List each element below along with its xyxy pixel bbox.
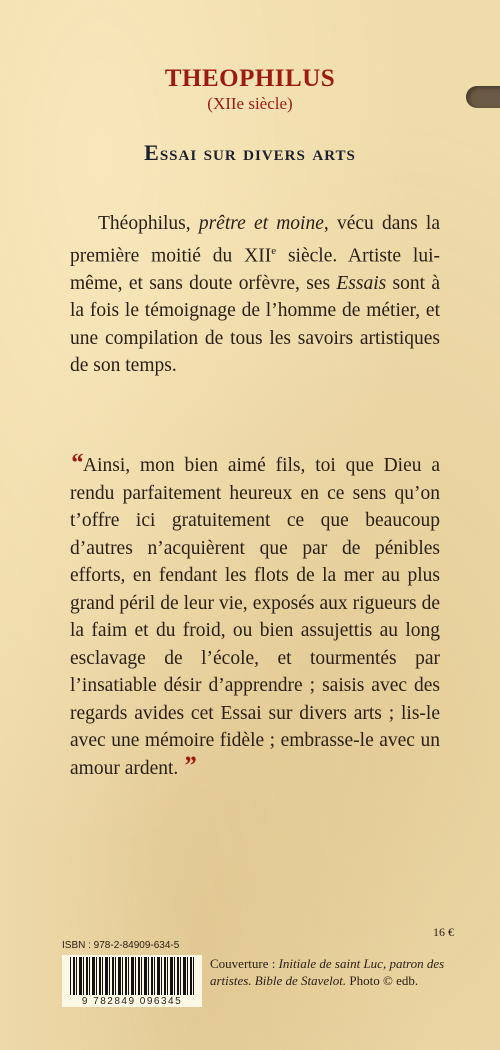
book-title: Essai sur divers arts (144, 140, 356, 165)
intro-text-4: sont à la fois le témoignage de l’homme de métier, et une compilation de tous les savoirs artistiques de son temps. (70, 272, 440, 376)
credit-label: Couverture : (210, 956, 279, 971)
intro-text-2: , vécu dans la première moitié du XII (70, 213, 440, 266)
credit-work: Initiale de saint Luc, patron des artistes. Bible de Stavelot. (210, 956, 445, 988)
price: 16 € (433, 925, 454, 939)
author-century: (XIIe siècle) (207, 94, 293, 113)
quote-paragraph (70, 448, 440, 782)
close-quote-mark: ” (183, 750, 197, 780)
intro-paragraph (70, 210, 440, 380)
author-name: THEOPHILUS (164, 65, 336, 92)
credit-photo: Photo © edb. (349, 973, 419, 988)
barcode-digits: 9 782849 096345 (81, 996, 183, 1007)
open-quote-mark: “ (70, 448, 83, 477)
intro-text-3: siècle. Artiste lui-même, et sans doute orfèvre, ses (70, 245, 441, 294)
intro-text-1: Théophilus, (98, 213, 199, 234)
cover-credit (210, 955, 460, 989)
isbn: ISBN : 978-2-84909-634-5 (62, 940, 180, 951)
barcode-bars (70, 957, 194, 995)
quote-text: Ainsi, mon bien aimé fils, toi que Dieu a rendu parfaitement heureux en ce sens qu’on t’offre ici gratuitement ce que beaucoup d’autres n’acquièrent que par de pénibles efforts, en fendant les flots de la mer au plus grand péril de leur vie, exposés aux rigueurs de la faim et du froid, ou bien assujettis au long esclavage de l’école, et tourmentés par l’insatiable désir d’apprendre ; saisis avec des regards avides cet Essai sur divers arts ; lis-le avec une mémoire fidèle ; embrasse-le avec un amour ardent. (70, 455, 440, 779)
header (0, 64, 500, 166)
intro-superscript: e (271, 244, 277, 257)
intro-emphasis-2: Essais (336, 272, 387, 294)
intro-emphasis-1: prêtre et moine (198, 213, 324, 234)
barcode (62, 955, 202, 1007)
